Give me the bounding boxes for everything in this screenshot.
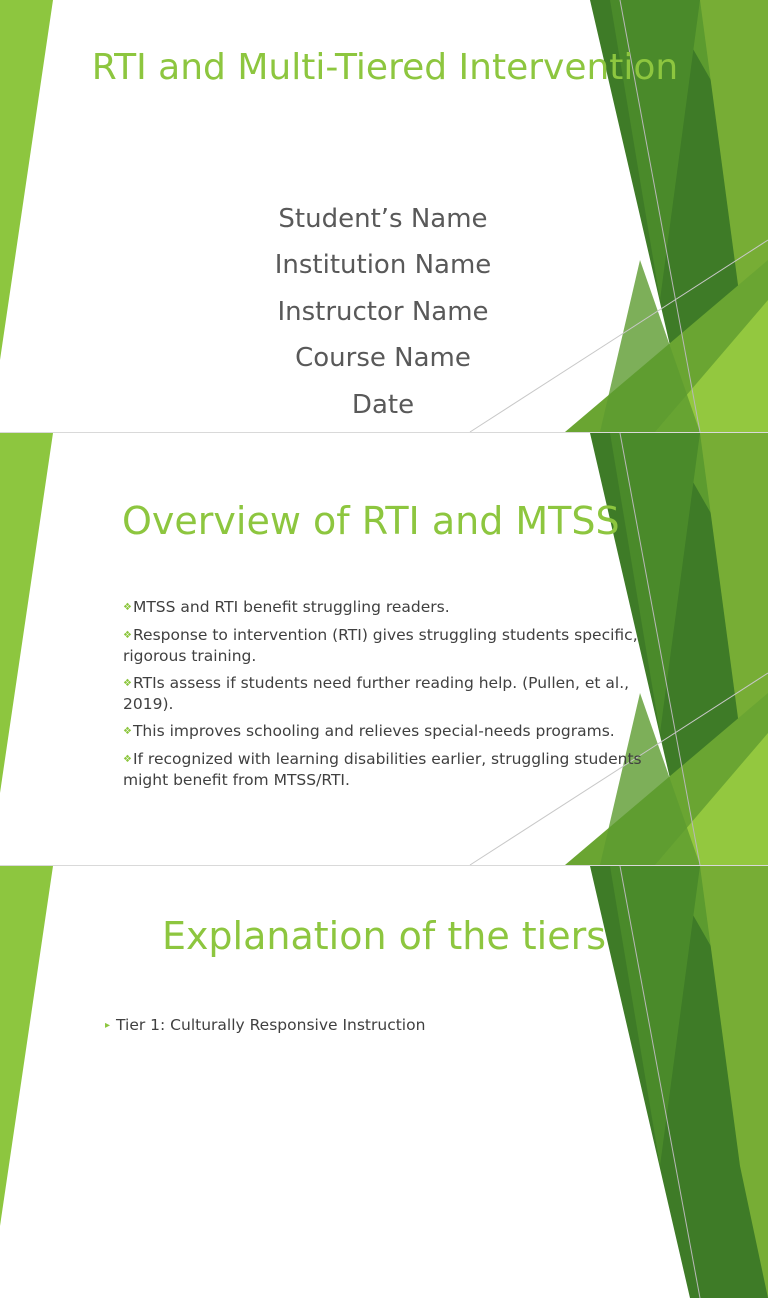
diamond-bullet-icon: ❖ <box>123 630 132 641</box>
instructor-name-line: Instructor Name <box>277 296 489 327</box>
diamond-bullet-icon: ❖ <box>123 726 132 737</box>
diamond-bullet-icon: ❖ <box>123 754 132 765</box>
tiers-slide <box>0 866 768 1034</box>
title-slide <box>0 0 768 432</box>
diamond-bullet-icon: ❖ <box>123 678 132 689</box>
course-name-line: Course Name <box>295 343 471 374</box>
overview-slide <box>0 433 768 865</box>
list-item: ❖RTIs assess if students need further reading help. (Pullen, et al., 2019). <box>123 674 630 713</box>
slide-title: Explanation of the tiers <box>161 914 607 958</box>
list-item: ❖Response to intervention (RTI) gives struggling students specific, rigorous training. <box>123 626 638 665</box>
bullet-list <box>123 597 668 797</box>
date-line: Date <box>351 389 415 420</box>
student-name-line: Student’s Name <box>278 204 488 234</box>
diamond-bullet-icon: ❖ <box>123 602 132 613</box>
slide-title: RTI and Multi-Tiered Intervention <box>91 47 679 88</box>
list-item: ❖If recognized with learning disabilities earlier, struggling students might benefit from MTSS/RTI. <box>123 750 642 789</box>
institution-name-line: Institution Name <box>274 250 492 281</box>
list-item: ❖MTSS and RTI benefit struggling readers. <box>123 598 450 616</box>
arrow-bullet-icon: ▸ <box>105 1020 111 1031</box>
slide-title: Overview of RTI and MTSS <box>122 499 620 543</box>
list-item: ❖This improves schooling and relieves special-needs programs. <box>123 722 615 740</box>
subtitle-block <box>160 196 606 428</box>
list-item: ▸ Tier 1: Culturally Responsive Instruction <box>105 1016 426 1034</box>
